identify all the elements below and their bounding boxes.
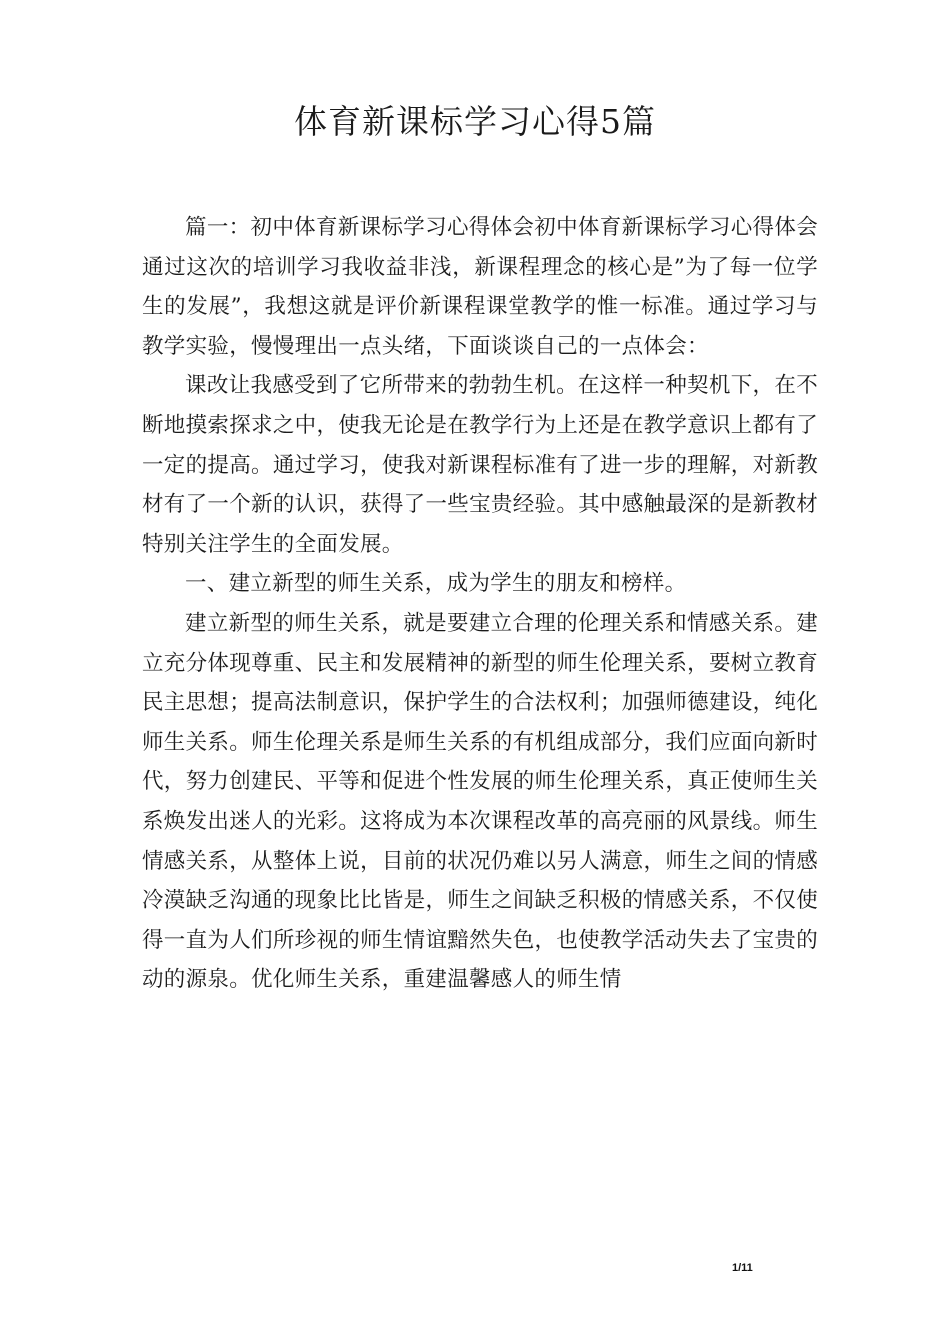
page-number: 1/11	[732, 1262, 753, 1274]
section-heading-relationship: 一、建立新型的师生关系，成为学生的朋友和榜样。	[185, 571, 687, 597]
document-title: 体育新课标学习心得5篇	[294, 102, 656, 141]
paragraph-relationship: 建立新型的师生关系，就是要建立合理的伦理关系和情感关系。建立充分体现尊重、民主和发展精神的新型的师生伦理关系，要树立教育民主思想；提高法制意识，保护学生的合法权利；加强师德建设，纯化师生关系。师生伦理关系是师生关系的有机组成部分，我们应面向新时代，努力创建民、平等和促进个性发展的师生伦理关系，真正使师生关系焕发出迷人的光彩。这将成为本次课程改革的高亮丽的风景线。师生情感关系，从整体上说，目前的状况仍难以另人满意，师生之间的情感冷漠缺乏沟通的现象比比皆是，师生之间缺乏积极的情感关系，不仅使得一直为人们所珍视的师生情谊黯然失色，也使教学活动失去了宝贵的动的源泉。优化师生关系，重建温馨感人的师生情	[142, 610, 818, 993]
document-body	[142, 208, 818, 1000]
paragraph-intro: 篇一：初中体育新课标学习心得体会初中体育新课标学习心得体会通过这次的培训学习我收益非浅，新课程理念的核心是”为了每一位学生的发展”，我想这就是评价新课程课堂教学的惟一标准。通过学习与教学实验，慢慢理出一点头绪，下面谈谈自己的一点体会：	[142, 215, 818, 359]
paragraph-reform: 课改让我感受到了它所带来的勃勃生机。在这样一种契机下，在不断地摸索探求之中，使我无论是在教学行为上还是在教学意识上都有了一定的提高。通过学习，使我对新课程标准有了进一步的理解，对新教材有了一个新的认识，获得了一些宝贵经验。其中感触最深的是新教材特别关注学生的全面发展。	[142, 373, 818, 557]
